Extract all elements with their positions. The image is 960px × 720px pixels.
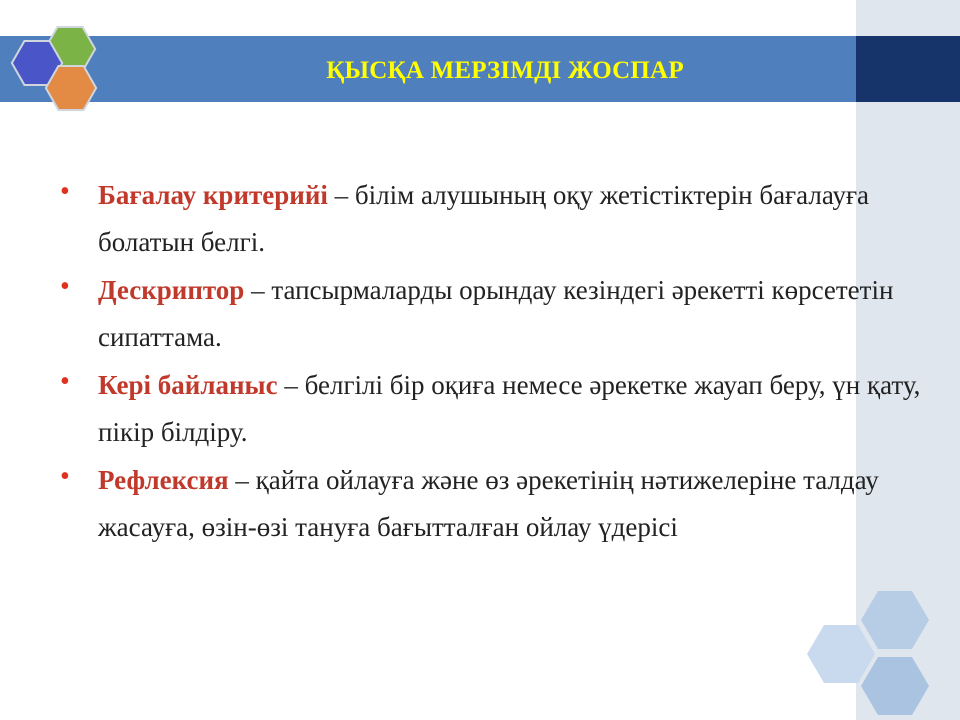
term-definition: – тапсырмаларды орындау кезіндегі әрекетті көрсететін сипаттама. xyxy=(98,275,894,352)
term-definition: – білім алушының оқу жетістіктерін бағалауға болатын белгі. xyxy=(98,180,869,257)
term-label: Дескриптор xyxy=(98,275,245,305)
term-definition: – белгілі бір оқиға немесе әрекетке жауап беру, үн қату, пікір білдіру. xyxy=(98,370,921,447)
term-definition: – қайта ойлауға және өз әрекетінің нәтижелеріне талдау жасауға, өзін-өзі тануға бағытталған ойлау үдерісі xyxy=(98,465,879,542)
bullet-dot-icon: • xyxy=(60,176,70,207)
list-item xyxy=(60,457,940,551)
list-item xyxy=(60,172,940,266)
title-bar-dark-end xyxy=(856,36,960,102)
list-item xyxy=(60,362,940,456)
slide-title: ҚЫСҚА МЕРЗІМДІ ЖОСПАР xyxy=(326,57,684,84)
hexagon-cluster-icon xyxy=(0,0,120,120)
bullet-dot-icon: • xyxy=(60,271,70,302)
bullet-dot-icon: • xyxy=(60,461,70,492)
definition-list xyxy=(60,172,940,552)
footer-watermark xyxy=(678,684,848,702)
term-label: Рефлексия xyxy=(98,465,229,495)
bullet-dot-icon: • xyxy=(60,366,70,397)
list-item xyxy=(60,267,940,361)
term-label: Кері байланыс xyxy=(98,370,278,400)
term-label: Бағалау критерийі xyxy=(98,180,328,210)
